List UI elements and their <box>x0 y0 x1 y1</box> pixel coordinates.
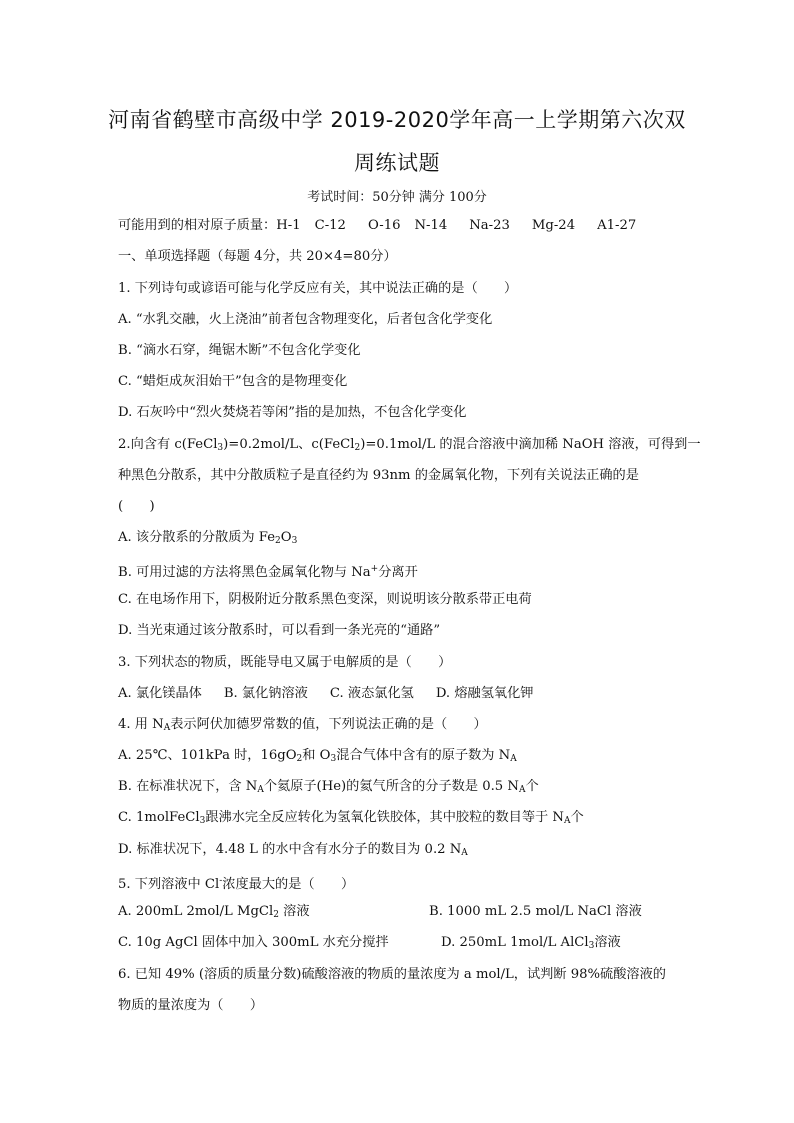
atomic-mass-item: C-12 <box>314 218 346 233</box>
question-2-option-c: C. 在电场作用下，阴极附近分散系黑色变深，则说明该分散系带正电荷 <box>118 592 532 607</box>
question-5-option-a <box>118 904 310 923</box>
subscript: 2 <box>275 536 281 546</box>
question-3-option-b: B. 氯化钠溶液 <box>223 686 308 701</box>
section-heading: 一、单项选择题（每题 4分，共 20×4=80分） <box>118 249 397 264</box>
question-5-option-d <box>441 935 621 954</box>
subscript: A <box>510 754 517 764</box>
atomic-mass-item: Mg-24 <box>531 218 576 233</box>
subscript: A <box>461 848 468 858</box>
page-title: 河南省鹤壁市高级中学 2019-2020学年高一上学期第六次双 <box>108 108 686 132</box>
text-run: 表示阿伏加德罗常数的值，下列说法正确的是（ ） <box>170 717 487 732</box>
question-3-option-c: C. 液态氯化氢 <box>329 686 414 701</box>
text-run: 跟沸水完全反应转化为氢氧化铁胶体，其中胶粒的数目等于 N <box>205 810 564 825</box>
text-run: )=0.2mol/L、c(FeCl <box>223 437 355 452</box>
subscript: A <box>563 816 571 826</box>
subscript: 3 <box>217 443 224 453</box>
text-run: O <box>280 530 292 545</box>
text-run: 和 O <box>302 748 331 763</box>
text-run: 个 <box>570 810 584 825</box>
atomic-mass-item: Na-23 <box>469 218 510 233</box>
subscript: 2 <box>354 443 361 453</box>
atomic-mass-item: N-14 <box>414 218 448 233</box>
question-5-option-b: B. 1000 mL 2.5 mol/L NaCl 溶液 <box>429 904 642 919</box>
subscript: 3 <box>588 941 595 951</box>
question-2-stem-line3: ( ) <box>118 499 155 514</box>
subscript: A <box>518 785 526 795</box>
atomic-mass-line <box>118 218 636 234</box>
question-6-stem-line2: 物质的量浓度为（ ） <box>118 998 264 1013</box>
question-1-option-d: D. 石灰吟中“烈火焚烧若等闲”指的是加热，不包含化学变化 <box>118 405 467 420</box>
question-4-option-d <box>118 842 468 861</box>
subscript: 2 <box>273 910 279 920</box>
text-run: 个 <box>525 779 539 794</box>
text-run: 溶液 <box>278 904 310 919</box>
text-run: 个氦原子(He)的氦气所含的分子数是 0.5 N <box>263 779 519 794</box>
text-run: A. 200mL 2mol/L MgCl <box>118 904 274 919</box>
question-1-option-c: C. “蜡炬成灰泪始干”包含的是物理变化 <box>118 374 348 389</box>
atomic-mass-item: H-1 <box>276 218 301 233</box>
text-run: A. 该分散系的分散质为 Fe <box>118 530 276 545</box>
question-5-stem <box>118 873 354 893</box>
text-run: D. 标准状况下，4.48 L 的水中含有水分子的数目为 0.2 N <box>118 842 462 857</box>
subscript: 3 <box>291 536 298 546</box>
question-4-option-a <box>118 748 517 767</box>
text-run: A. 25℃、101kPa 时，16gO <box>118 748 297 763</box>
question-4-stem <box>118 717 487 736</box>
question-2-option-d: D. 当光束通过该分散系时，可以看到一条光亮的“通路” <box>118 623 441 638</box>
text-run: D. 250mL 1mol/L AlCl <box>441 935 589 950</box>
text-run: 浓度最大的是（ ） <box>222 877 355 892</box>
atomic-mass-label: 可能用到的相对原子质量： <box>118 218 277 233</box>
subscript: 3 <box>199 816 206 826</box>
text-run: 2.向含有 c(FeCl <box>118 437 218 452</box>
atomic-mass-item: A1-27 <box>597 218 637 233</box>
question-4-option-b <box>118 779 539 798</box>
question-3-stem: 3. 下列状态的物质，既能导电又属于电解质的是（ ） <box>118 655 452 670</box>
page-title-line2: 周练试题 <box>354 151 440 175</box>
question-2-option-b <box>118 561 418 581</box>
question-1-option-b: B. “滴水石穿，绳锯木断”不包含化学变化 <box>118 343 361 358</box>
text-run: B. 可用过滤的方法将黑色金属氧化物与 Na <box>118 565 371 580</box>
text-run: 混合气体中含有的原子数为 N <box>336 748 511 763</box>
text-run: 溶液 <box>594 935 621 950</box>
question-1-option-a: A. “水乳交融，火上浇油”前者包含物理变化，后者包含化学变化 <box>118 312 493 327</box>
subscript: 2 <box>296 754 303 764</box>
question-5-option-c: C. 10g AgCl 固体中加入 300mL 水充分搅拌 <box>118 935 389 950</box>
text-run: 分离开 <box>378 565 418 580</box>
atomic-mass-item: O-16 <box>367 218 401 233</box>
question-2-stem-line1 <box>118 437 701 456</box>
question-2-option-a <box>118 530 297 549</box>
subscript: A <box>257 785 264 795</box>
text-run: )=0.1mol/L 的混合溶液中滴加稀 NaOH 溶液，可得到一 <box>360 437 701 452</box>
question-3-option-d: D. 熔融氢氧化钾 <box>435 686 534 701</box>
subscript: A <box>163 723 171 733</box>
question-1-stem: 1. 下列诗句或谚语可能与化学反应有关，其中说法正确的是（ ） <box>118 281 518 296</box>
text-run: B. 在标准状况下，含 N <box>118 779 258 794</box>
superscript: - <box>219 876 223 886</box>
subscript: 3 <box>330 754 337 764</box>
question-2-stem-line2: 种黑色分散系，其中分散质粒子是直径约为 93nm 的金属氧化物，下列有关说法正确的是 <box>118 468 639 483</box>
question-6-stem-line1: 6. 已知 49% (溶质的质量分数)硫酸溶液的物质的量浓度为 a mol/L，试判断 98%硫酸溶液的 <box>118 967 666 982</box>
question-4-option-c <box>118 810 584 829</box>
question-3-options <box>118 686 533 702</box>
exam-info: 考试时间：50分钟 满分 100分 <box>307 190 487 205</box>
text-run: 4. 用 N <box>118 717 164 732</box>
text-run: C. 1molFeCl <box>118 810 200 825</box>
question-3-option-a: A. 氯化镁晶体 <box>118 686 202 701</box>
text-run: 5. 下列溶液中 Cl <box>118 877 220 892</box>
superscript: + <box>370 564 379 574</box>
